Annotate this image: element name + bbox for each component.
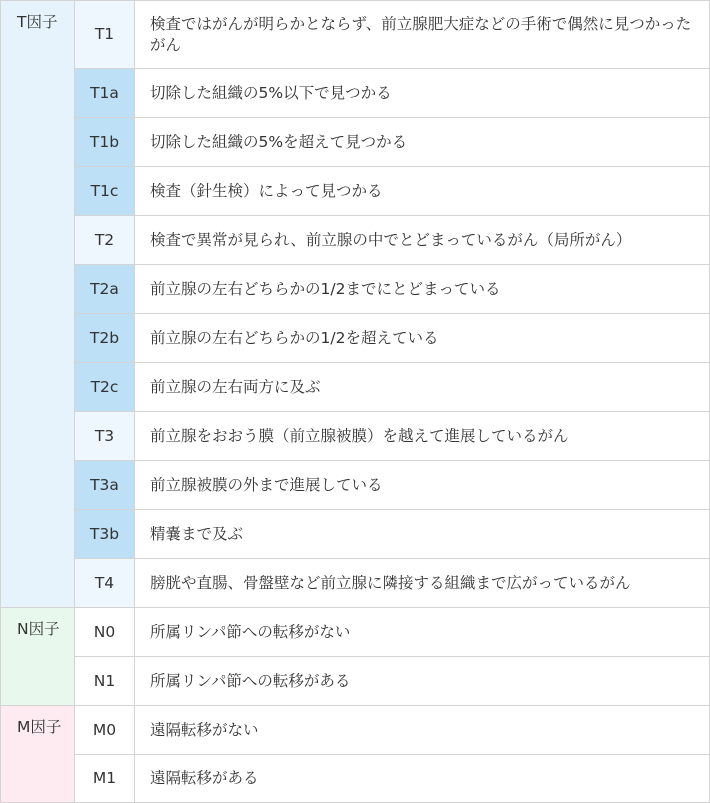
stage-code: T1 [75,1,135,69]
table-row [1,363,710,412]
stage-description: 前立腺をおおう膜（前立腺被膜）を越えて進展しているがん [135,412,710,461]
stage-description: 検査で異常が見られ、前立腺の中でとどまっているがん（局所がん） [135,216,710,265]
stage-description: 前立腺の左右どちらかの1/2を超えている [135,314,710,363]
table-row [1,216,710,265]
stage-code: M1 [75,755,135,803]
stage-code: T2b [75,314,135,363]
table-row [1,461,710,510]
stage-description: 遠隔転移がある [135,755,710,803]
stage-code: T1c [75,167,135,216]
table-row [1,69,710,118]
stage-description: 遠隔転移がない [135,706,710,755]
table-row [1,755,710,803]
table-row [1,608,710,657]
table-row [1,412,710,461]
stage-description: 所属リンパ節への転移がない [135,608,710,657]
stage-code: M0 [75,706,135,755]
table-row [1,314,710,363]
stage-description: 検査（針生検）によって見つかる [135,167,710,216]
m-factor-label: M因子 [1,706,75,803]
stage-code: T4 [75,559,135,608]
table-row [1,1,710,69]
stage-code: N0 [75,608,135,657]
t-factor-label: T因子 [1,1,75,608]
stage-code: T2 [75,216,135,265]
stage-description: 前立腺の左右両方に及ぶ [135,363,710,412]
stage-code: T3b [75,510,135,559]
stage-description: 膀胱や直腸、骨盤壁など前立腺に隣接する組織まで広がっているがん [135,559,710,608]
table-row [1,118,710,167]
stage-description: 前立腺の左右どちらかの1/2までにとどまっている [135,265,710,314]
stage-code: T1a [75,69,135,118]
stage-description: 検査ではがんが明らかとならず、前立腺肥大症などの手術で偶然に見つかったがん [135,1,710,69]
stage-code: T3 [75,412,135,461]
table-row [1,510,710,559]
stage-code: T3a [75,461,135,510]
table-row [1,706,710,755]
n-factor-label: N因子 [1,608,75,706]
table-row [1,167,710,216]
stage-description: 切除した組織の5%を超えて見つかる [135,118,710,167]
table-row [1,559,710,608]
stage-code: T2c [75,363,135,412]
stage-description: 精嚢まで及ぶ [135,510,710,559]
table-row [1,265,710,314]
stage-description: 前立腺被膜の外まで進展している [135,461,710,510]
stage-description: 切除した組織の5%以下で見つかる [135,69,710,118]
stage-code: T1b [75,118,135,167]
stage-description: 所属リンパ節への転移がある [135,657,710,706]
table-row [1,657,710,706]
stage-code: T2a [75,265,135,314]
stage-code: N1 [75,657,135,706]
